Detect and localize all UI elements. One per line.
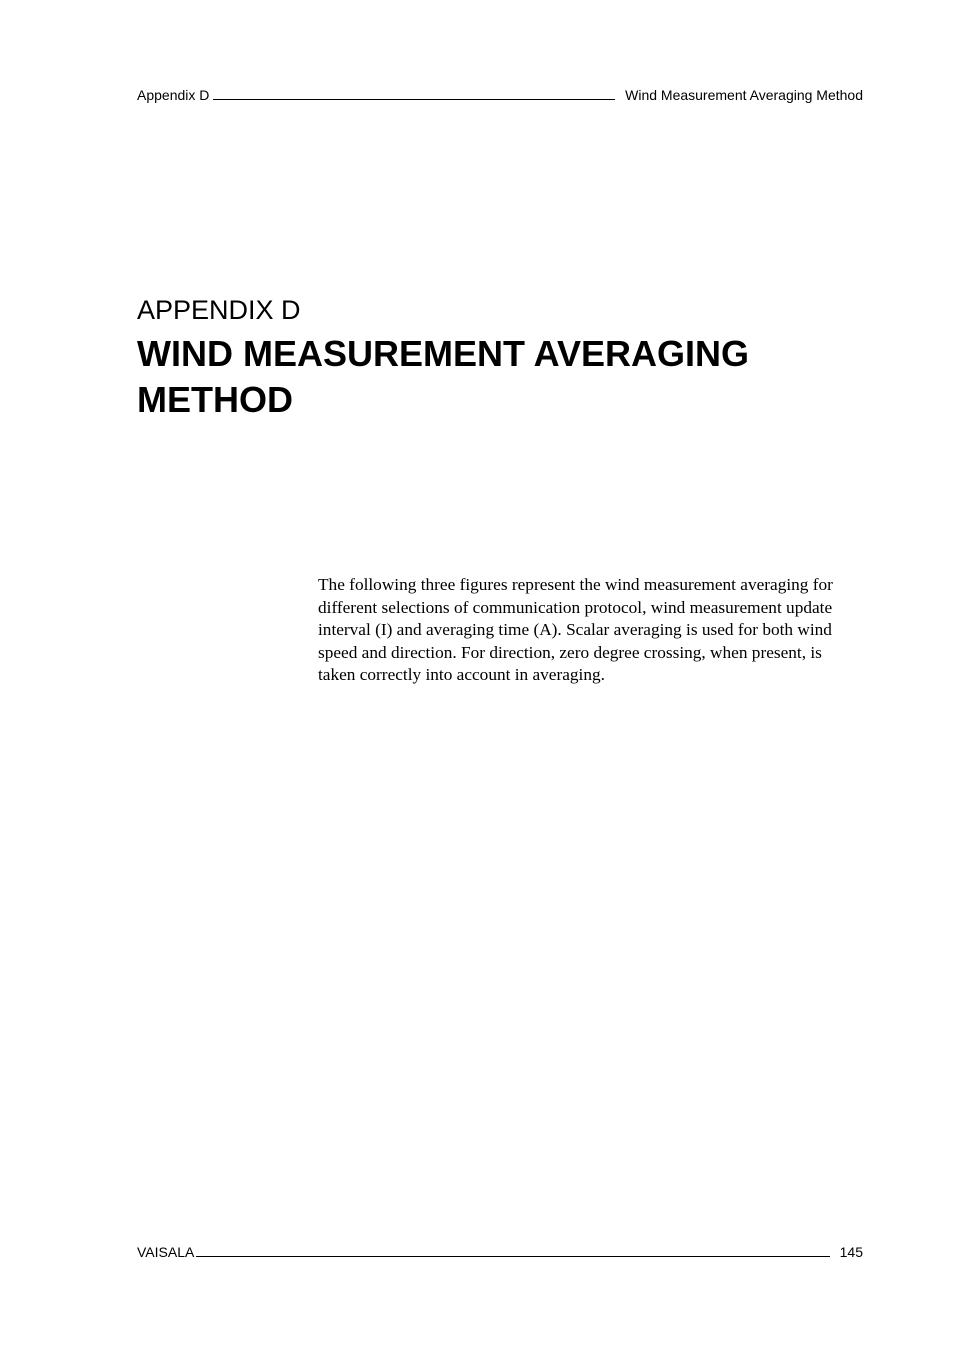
appendix-title [137, 331, 857, 423]
header-section-label: Appendix D [137, 87, 210, 103]
page-header [137, 86, 863, 104]
page-footer [137, 1243, 863, 1261]
footer-rule [196, 1244, 829, 1257]
appendix-title-line-1: WIND MEASUREMENT AVERAGING [137, 333, 749, 374]
body-paragraph: The following three figures represent the wind measurement averaging for different selections of communication protocol, wind measurement update interval (I) and averaging time (A). Scalar averaging is used for both wind speed and direction. For direction, zero degree crossing, when present, is taken correctly into account in averaging. [318, 575, 833, 684]
chapter-title-block [137, 293, 857, 423]
header-rule [213, 87, 615, 100]
appendix-title-line-2: METHOD [137, 379, 293, 420]
header-chapter-title: Wind Measurement Averaging Method [625, 87, 863, 103]
footer-company: VAISALA [137, 1244, 195, 1260]
page-number: 145 [839, 1244, 863, 1260]
appendix-label: APPENDIX D [137, 295, 301, 325]
